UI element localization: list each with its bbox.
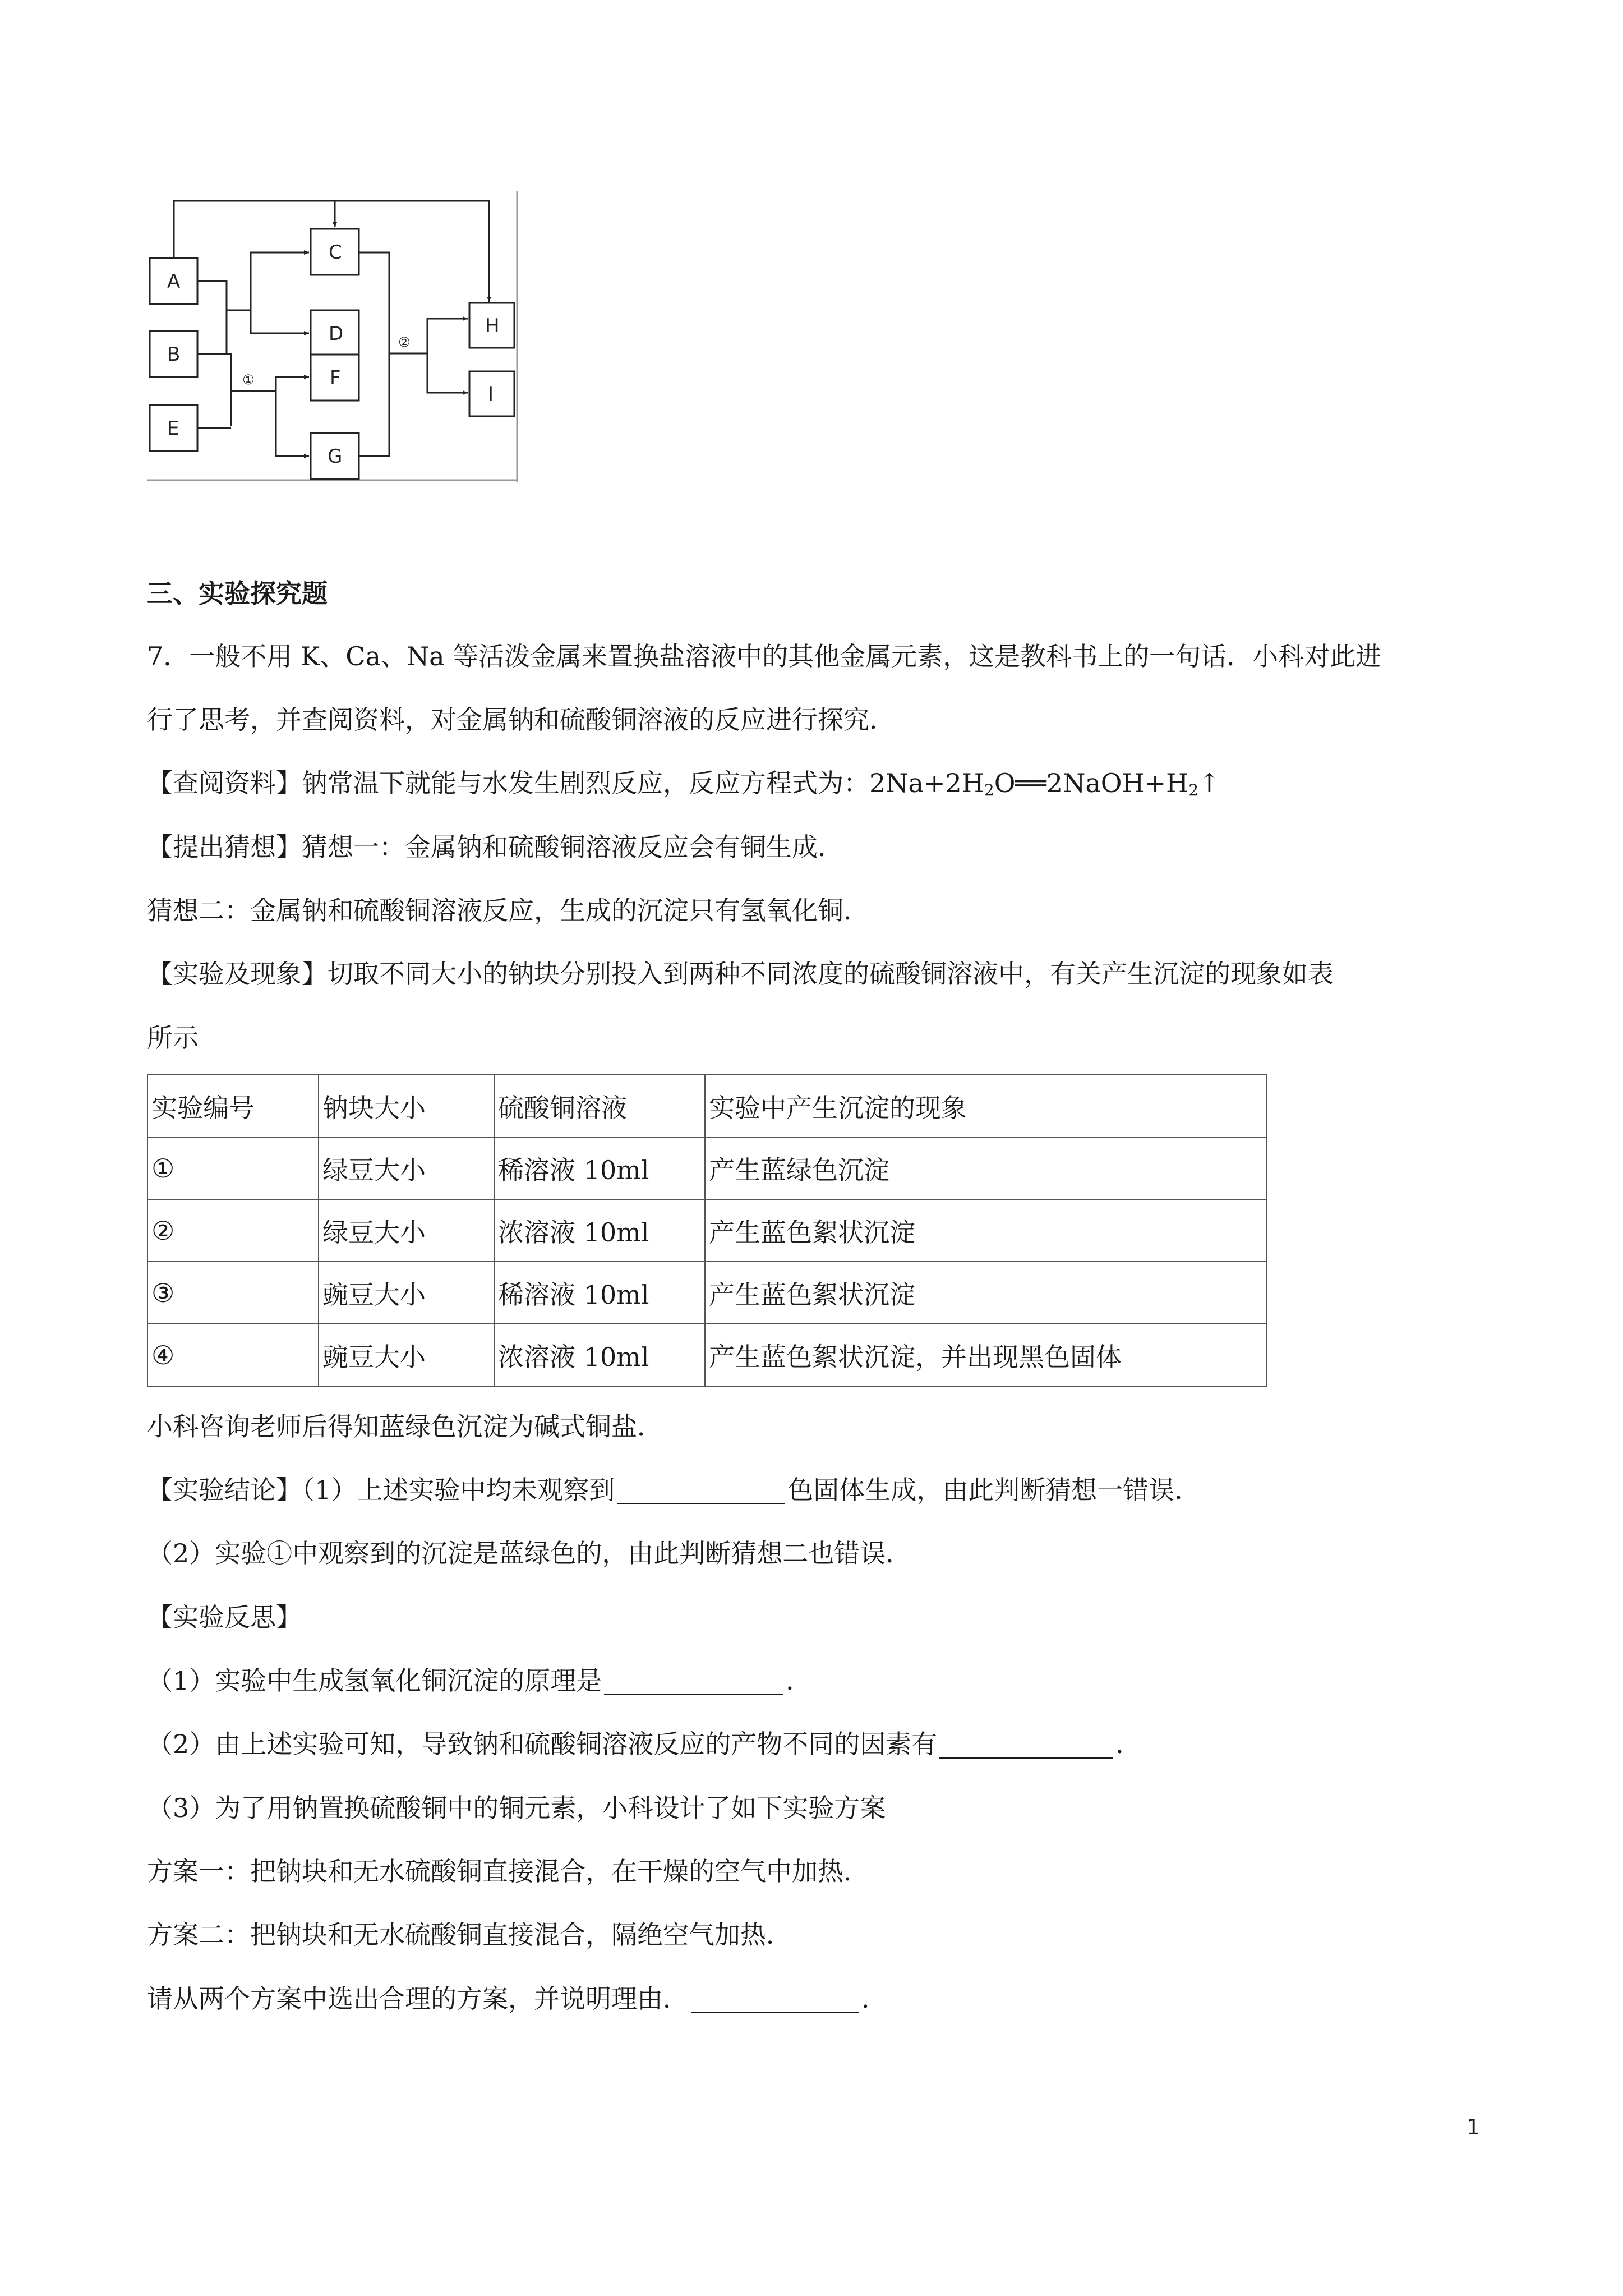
node-a-label: A bbox=[167, 270, 181, 293]
marker-two: ② bbox=[398, 334, 411, 350]
table-cell: ③ bbox=[147, 1262, 319, 1324]
reference-label: 【查阅资料】 bbox=[147, 768, 302, 798]
reflection-line-1: （1）实验中生成氢氧化铜沉淀的原理是 ． bbox=[147, 1665, 812, 1696]
table-cell: 浓溶液 10ml bbox=[494, 1324, 705, 1386]
table-cell: 豌豆大小 bbox=[319, 1324, 494, 1386]
table-cell: 产生蓝绿色沉淀 bbox=[705, 1137, 1267, 1199]
node-c-label: C bbox=[329, 241, 342, 264]
table-header-cell: 实验中产生沉淀的现象 bbox=[705, 1075, 1267, 1137]
table-cell: 产生蓝色絮状沉淀 bbox=[705, 1262, 1267, 1324]
table-cell: 稀溶液 10ml bbox=[494, 1262, 705, 1324]
node-g-label: G bbox=[328, 445, 343, 468]
node-h-label: H bbox=[485, 315, 500, 337]
table-cell: 产生蓝色絮状沉淀，并出现黑色固体 bbox=[705, 1324, 1267, 1386]
plan-two: 方案二：把钠块和无水硫酸铜直接混合，隔绝空气加热． bbox=[147, 1920, 792, 1950]
conclusion-line-1: 【实验结论】（1）上述实验中均未观察到 色固体生成，由此判断猜想一错误． bbox=[147, 1475, 1201, 1505]
experiment-line bbox=[147, 958, 1334, 990]
after-table-note: 小科咨询老师后得知蓝绿色沉淀为碱式铜盐． bbox=[147, 1411, 663, 1442]
equation: $2Na+2H_2O══2NaOH+H_2↑$ bbox=[869, 768, 1220, 799]
hypothesis-two: 猜想二：金属钠和硫酸铜溶液反应，生成的沉淀只有氢氧化铜． bbox=[147, 895, 869, 926]
marker-one: ① bbox=[242, 372, 255, 388]
answer-blank[interactable] bbox=[939, 1730, 1113, 1759]
table-cell: ② bbox=[147, 1199, 319, 1262]
node-f-label: F bbox=[330, 367, 341, 389]
table-cell: 绿豆大小 bbox=[319, 1137, 494, 1199]
experiment-table bbox=[147, 1074, 1267, 1387]
table-cell: ④ bbox=[147, 1324, 319, 1386]
hypothesis-label: 【提出猜想】 bbox=[147, 832, 302, 862]
table-row bbox=[147, 1199, 1267, 1262]
table-cell: 产生蓝色絮状沉淀 bbox=[705, 1199, 1267, 1262]
flow-diagram bbox=[147, 191, 520, 482]
reference-line bbox=[147, 767, 1220, 806]
table-header-cell: 硫酸铜溶液 bbox=[494, 1075, 705, 1137]
table-header-cell: 实验编号 bbox=[147, 1075, 319, 1137]
node-i-label: I bbox=[488, 383, 494, 406]
table-cell: ① bbox=[147, 1137, 319, 1199]
node-b-label: B bbox=[167, 343, 181, 366]
reflection-line-3: （3）为了用钠置换硫酸铜中的铜元素，小科设计了如下实验方案 bbox=[147, 1793, 886, 1823]
table-cell: 稀溶液 10ml bbox=[494, 1137, 705, 1199]
experiment-line-2: 所示 bbox=[147, 1023, 199, 1053]
hypothesis-one: 猜想一：金属钠和硫酸铜溶液反应会有铜生成． bbox=[302, 832, 843, 862]
experiment-label: 【实验及现象】 bbox=[147, 959, 328, 989]
table-row bbox=[147, 1137, 1267, 1199]
choose-plan-line: 请从两个方案中选出合理的方案，并说明理由． ． bbox=[147, 1984, 887, 2014]
hypothesis-line-1 bbox=[147, 831, 843, 863]
conclusion-line-2: （2）实验①中观察到的沉淀是蓝绿色的，由此判断猜想二也错误． bbox=[147, 1538, 912, 1568]
table-cell: 浓溶液 10ml bbox=[494, 1199, 705, 1262]
question-line-1: 7．一般不用 K、Ca、Na 等活泼金属来置换盐溶液中的其他金属元素，这是教科书上的一句话．小科对此进 bbox=[147, 641, 1382, 671]
experiment-text: 切取不同大小的钠块分别投入到两种不同浓度的硫酸铜溶液中，有关产生沉淀的现象如表 bbox=[328, 959, 1334, 989]
answer-blank[interactable] bbox=[604, 1667, 783, 1695]
table-cell: 豌豆大小 bbox=[319, 1262, 494, 1324]
table-row bbox=[147, 1324, 1267, 1386]
table-row bbox=[147, 1262, 1267, 1324]
section-heading: 三、实验探究题 bbox=[147, 578, 328, 609]
plan-one: 方案一：把钠块和无水硫酸铜直接混合，在干燥的空气中加热． bbox=[147, 1856, 869, 1887]
reflection-line-2: （2）由上述实验可知，导致钠和硫酸铜溶液反应的产物不同的因素有 ． bbox=[147, 1729, 1142, 1759]
answer-blank[interactable] bbox=[617, 1476, 785, 1504]
question-line-2: 行了思考，并查阅资料，对金属钠和硫酸铜溶液的反应进行探究． bbox=[147, 705, 895, 735]
reference-text: 钠常温下就能与水发生剧烈反应，反应方程式为： bbox=[302, 768, 869, 798]
node-e-label: E bbox=[167, 417, 179, 440]
node-d-label: D bbox=[329, 323, 344, 345]
reflection-label: 【实验反思】 bbox=[147, 1602, 302, 1632]
table-cell: 绿豆大小 bbox=[319, 1199, 494, 1262]
answer-blank[interactable] bbox=[691, 1985, 859, 2013]
conclusion-label: 【实验结论】 bbox=[147, 1475, 302, 1505]
table-header-row bbox=[147, 1075, 1267, 1137]
table-header-cell: 钠块大小 bbox=[319, 1075, 494, 1137]
page-number: 1 bbox=[1467, 2115, 1481, 2139]
